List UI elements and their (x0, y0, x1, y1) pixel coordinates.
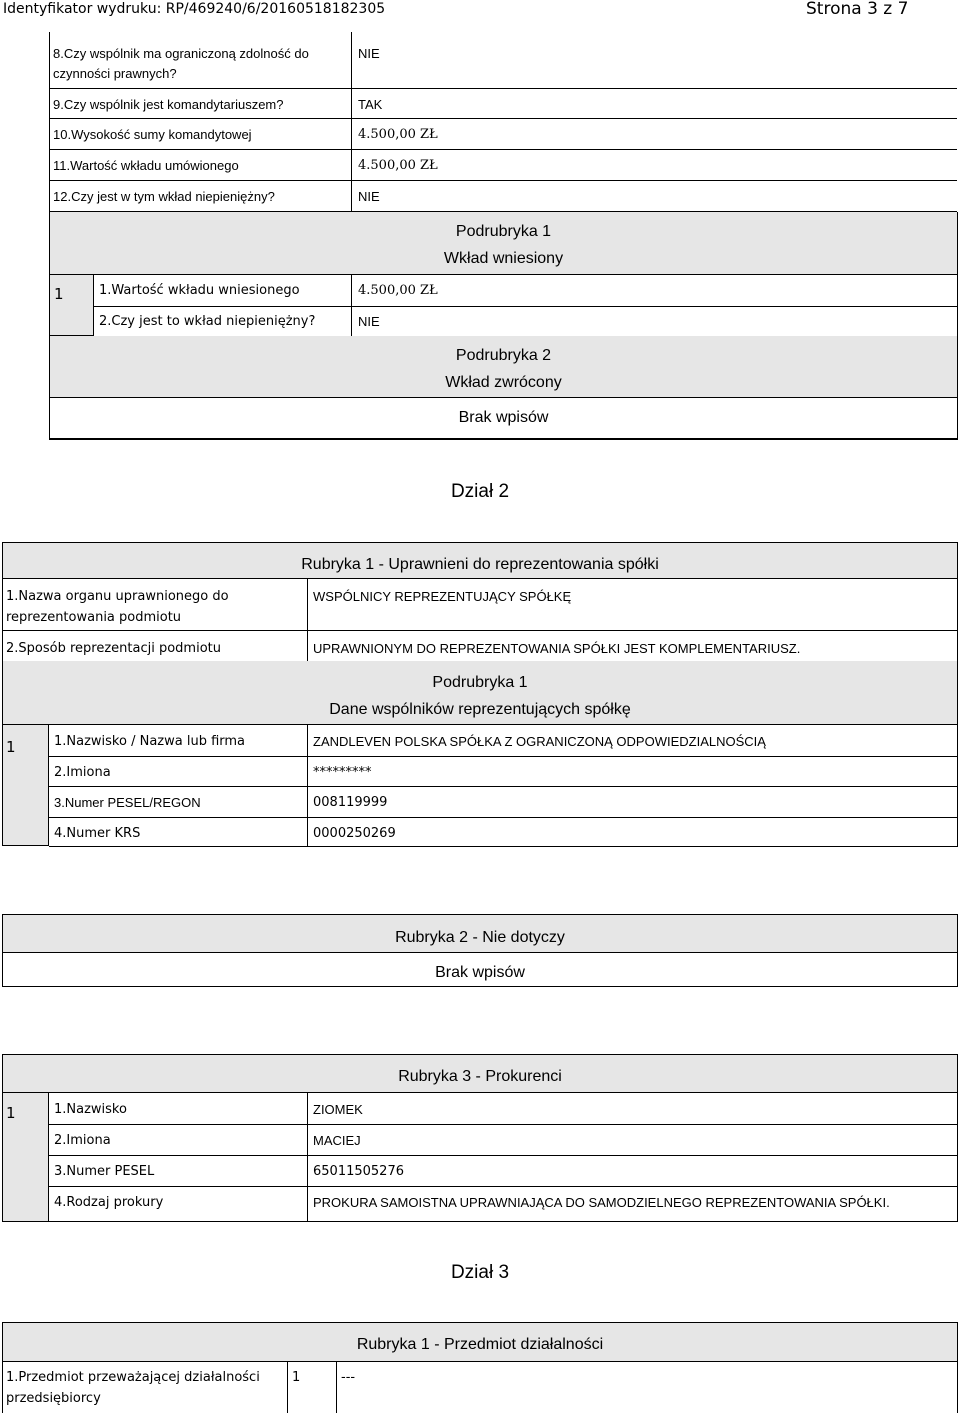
row-label: 2.Czy jest to wkład niepieniężny? (99, 314, 316, 329)
subsection-title: Podrubryka 1 (455, 223, 552, 240)
row-label: 1.Nazwisko (54, 1102, 127, 1117)
row-label: 1.Nazwisko / Nazwa lub firma (54, 734, 246, 749)
sposob-label: 2.Sposób reprezentacji podmiotu (6, 641, 221, 656)
przedmiot-value: --- (341, 1370, 356, 1385)
row-label: 3.Numer PESEL/REGON (54, 795, 201, 810)
row-label: 2.Imiona (54, 1133, 111, 1148)
rubryka-title: Rubryka 3 - Prokurenci (398, 1068, 562, 1085)
row-value: 4.500,00 ZŁ (358, 127, 438, 142)
row-label: 1.Wartość wkładu wniesionego (99, 283, 300, 298)
rubryka-title: Rubryka 1 - Uprawnieni do reprezentowania spółki (301, 556, 659, 573)
sposob-value: UPRAWNIONYM DO REPREZENTOWANIA SPÓŁKI JEST KOMPLEMENTARIUSZ. (313, 641, 801, 656)
row-label: 2.Imiona (54, 765, 111, 780)
row-value: ********* (313, 765, 372, 780)
page-number: Strona 3 z 7 (806, 0, 909, 19)
subsection-subtitle: Wkład wniesiony (443, 250, 564, 267)
row-value: ZANDLEVEN POLSKA SPÓŁKA Z OGRANICZONĄ ODPOWIEDZIALNOŚCIĄ (313, 734, 766, 749)
print-identifier: Identyfikator wydruku: RP/469240/6/20160518182305 (3, 1, 386, 17)
organ-value: WSPÓLNICY REPREZENTUJĄCY SPÓŁKĘ (313, 589, 572, 604)
row-label: czynności prawnych? (53, 66, 177, 81)
section-title: Dział 2 (450, 481, 510, 502)
row-value: MACIEJ (313, 1133, 361, 1148)
subsection-title: Podrubryka 1 (432, 674, 528, 691)
rubryka-title: Rubryka 2 - Nie dotyczy (395, 929, 565, 946)
row-value: 0000250269 (313, 826, 396, 841)
row-value: NIE (358, 189, 380, 204)
row-label: 10.Wysokość sumy komandytowej (53, 127, 252, 142)
row-value: NIE (358, 46, 380, 61)
subsection-subtitle: Wkład zwrócony (445, 374, 562, 391)
empty-entries: Brak wpisów (458, 409, 549, 426)
row-value: 008119999 (313, 795, 388, 810)
row-label: 8.Czy wspólnik ma ograniczoną zdolność do (53, 46, 309, 61)
entry-index: 1 (54, 285, 64, 303)
entry-index: 1 (6, 738, 16, 756)
row-value: 4.500,00 ZŁ (358, 283, 438, 298)
row-label: 4.Rodzaj prokury (54, 1195, 164, 1210)
row-label: 9.Czy wspólnik jest komandytariuszem? (53, 97, 284, 112)
row-label: 3.Numer PESEL (54, 1164, 155, 1179)
row-value: 4.500,00 ZŁ (358, 158, 438, 173)
subsection-title: Podrubryka 2 (455, 347, 552, 364)
subsection-subtitle: Dane wspólników reprezentujących spółkę (329, 701, 631, 718)
row-value: ZIOMEK (313, 1102, 363, 1117)
row-value: TAK (358, 97, 383, 112)
entry-index: 1 (6, 1104, 16, 1122)
rubryka-title: Rubryka 1 - Przedmiot działalności (356, 1336, 604, 1353)
row-value: PROKURA SAMOISTNA UPRAWNIAJĄCA DO SAMODZIELNEGO REPREZENTOWANIA SPÓŁKI. (313, 1195, 890, 1210)
organ-label: 1.Nazwa organu uprawnionego do (6, 589, 229, 604)
section-title: Dział 3 (450, 1262, 510, 1283)
entry-index: 1 (292, 1370, 301, 1385)
row-value: 65011505276 (313, 1164, 404, 1179)
row-label: 12.Czy jest w tym wkład niepieniężny? (53, 189, 275, 204)
row-label: 11.Wartość wkładu umówionego (53, 158, 239, 173)
row-label: 4.Numer KRS (54, 826, 141, 841)
organ-label: reprezentowania podmiotu (6, 610, 182, 625)
row-value: NIE (358, 314, 380, 329)
empty-entries: Brak wpisów (435, 964, 525, 981)
przedmiot-label: przedsiębiorcy (6, 1391, 101, 1406)
przedmiot-label: 1.Przedmiot przeważającej działalności (6, 1370, 260, 1385)
